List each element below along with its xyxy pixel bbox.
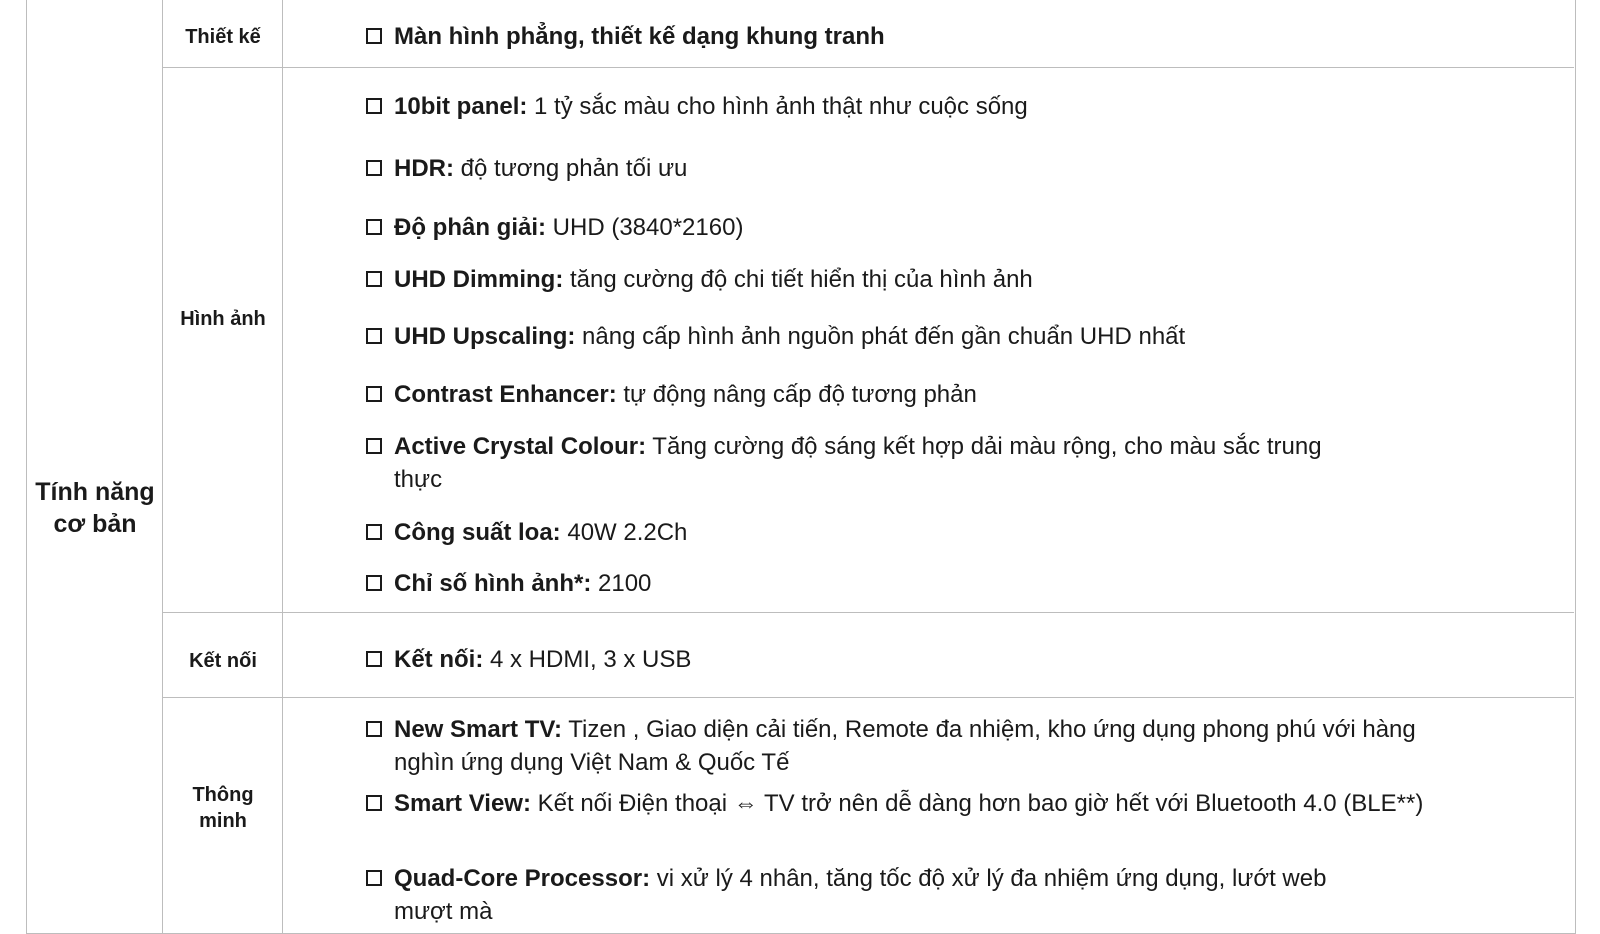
row-divider [162, 697, 1574, 698]
checkbox-icon [366, 271, 382, 287]
spec-key: UHD Dimming: [394, 266, 564, 293]
spec-value: tự động nâng cấp độ tương phản [616, 381, 977, 408]
spec-value: Tăng cường độ sáng kết hợp dải màu rộng, cho màu sắc trung thực [394, 433, 1322, 493]
checkbox-icon [366, 524, 382, 540]
spec-value: nâng cấp hình ảnh nguồn phát đến gần chuẩn UHD nhất [575, 323, 1186, 350]
spec-value: tăng cường độ chi tiết hiển thị của hình ảnh [563, 266, 1033, 293]
spec-value: 40W 2.2Ch [560, 519, 688, 546]
spec-key: 10bit panel: [394, 93, 528, 120]
spec-key: Chỉ số hình ảnh*: [394, 570, 592, 597]
spec-item-new-smart-tv [368, 713, 1448, 779]
spec-value: vi xử lý 4 nhân, tăng tốc độ xử lý đa nhiệm ứng dụng, lướt web mượt mà [394, 865, 1327, 925]
checkbox-icon [366, 721, 382, 737]
spec-key: Kết nối: [394, 646, 484, 673]
spec-item-10bit-panel [368, 90, 1458, 123]
spec-item-speaker-power [368, 516, 1458, 549]
spec-key: UHD Upscaling: [394, 323, 576, 350]
checkbox-icon [366, 160, 382, 176]
spec-value: 1 tỷ sắc màu cho hình ảnh thật như cuộc sống [527, 93, 1028, 120]
spec-item-resolution [368, 211, 1458, 244]
spec-key: Màn hình phẳng, thiết kế dạng khung tranh [394, 23, 885, 50]
checkbox-icon [366, 328, 382, 344]
column-divider [162, 0, 163, 933]
section-label-image: Hình ảnh [180, 308, 266, 330]
spec-item-connectivity [368, 643, 1458, 676]
spec-value: UHD (3840*2160) [546, 214, 744, 241]
spec-key: Quad-Core Processor: [394, 865, 651, 892]
spec-item-design [368, 20, 1458, 53]
checkbox-icon [366, 870, 382, 886]
checkbox-icon [366, 438, 382, 454]
checkbox-icon [366, 795, 382, 811]
checkbox-icon [366, 386, 382, 402]
checkbox-icon [366, 651, 382, 667]
spec-key: Active Crystal Colour: [394, 433, 647, 460]
spec-item-uhd-upscaling [368, 320, 1458, 353]
checkbox-icon [366, 219, 382, 235]
spec-item-active-crystal-colour [368, 430, 1368, 496]
spec-value: 2100 [591, 570, 652, 597]
checkbox-icon [366, 98, 382, 114]
checkbox-icon [366, 575, 382, 591]
spec-item-picture-index [368, 567, 1458, 600]
spec-key: Smart View: [394, 790, 531, 817]
spec-item-hdr [368, 152, 1458, 185]
spec-value: Kết nối Điện thoại ⇔ TV trở nên dễ dàng hơn bao giờ hết với Bluetooth 4.0 (BLE**) [530, 790, 1424, 817]
spec-item-smart-view [368, 787, 1428, 820]
spec-item-uhd-dimming [368, 263, 1458, 296]
spec-item-contrast-enhancer [368, 378, 1458, 411]
section-label-connectivity: Kết nối [189, 650, 257, 672]
spec-key: HDR: [394, 155, 454, 182]
spec-key: Độ phân giải: [394, 214, 546, 241]
row-divider [162, 612, 1574, 613]
spec-value: độ tương phản tối ưu [454, 155, 688, 182]
section-label-smart: Thông minh [192, 784, 254, 832]
row-divider [162, 67, 1574, 68]
spec-key: Công suất loa: [394, 519, 561, 546]
spec-key: New Smart TV: [394, 716, 563, 743]
spec-value: 4 x HDMI, 3 x USB [483, 646, 692, 673]
spec-key: Contrast Enhancer: [394, 381, 617, 408]
checkbox-icon [366, 28, 382, 44]
section-label-design: Thiết kế [185, 26, 261, 48]
main-category-label: Tính năng cơ bản [35, 478, 155, 538]
spec-item-quad-core [368, 862, 1348, 928]
spec-value: Tizen , Giao diện cải tiến, Remote đa nhiệm, kho ứng dụng phong phú với hàng nghìn ứng dụng Việt Nam & Quốc Tế [394, 716, 1416, 776]
column-divider [282, 0, 283, 933]
